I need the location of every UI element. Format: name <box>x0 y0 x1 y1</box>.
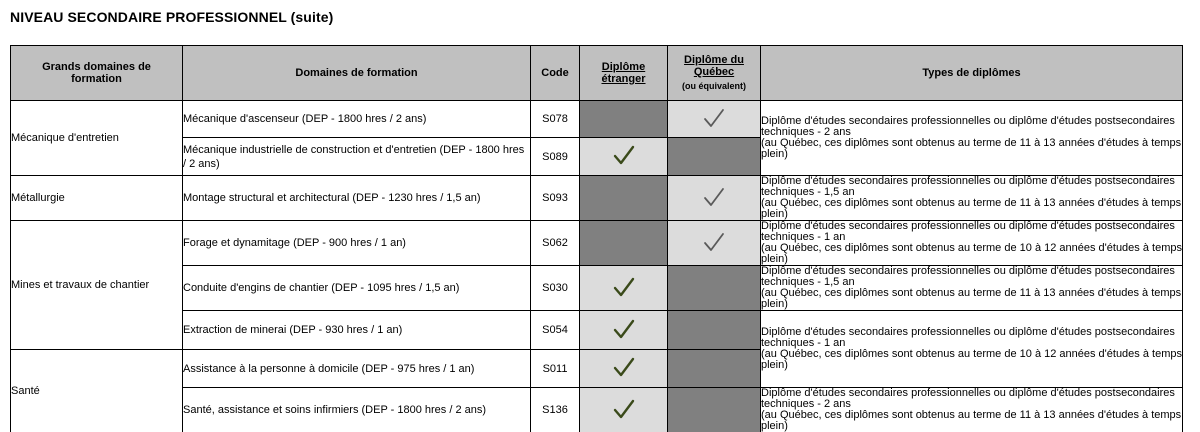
domaine-cell: Extraction de minerai (DEP - 930 hres / 1 an) <box>183 311 531 350</box>
domaine-cell: Conduite d'engins de chantier (DEP - 1095 hres / 1,5 an) <box>183 266 531 311</box>
diplome-quebec-empty <box>668 350 761 388</box>
table-row <box>11 311 1183 350</box>
diplome-quebec-empty <box>668 266 761 311</box>
diplome-etranger-empty <box>580 221 668 266</box>
header-diplome-quebec-line3: (ou équivalent) <box>668 80 760 92</box>
group-mines: Mines et travaux de chantier <box>11 221 183 350</box>
header-diplome-quebec-line2: Québec <box>694 66 734 78</box>
types-cell <box>761 221 1183 266</box>
check-mark-icon <box>702 231 726 253</box>
diploma-table <box>10 45 1183 432</box>
check-mark-icon <box>612 318 636 340</box>
diplome-etranger-empty <box>580 176 668 221</box>
types-line: Diplôme d'études secondaires professionnelles ou diplôme d'études postsecondaires <box>761 221 1182 232</box>
page-title: NIVEAU SECONDAIRE PROFESSIONNEL (suite) <box>10 9 333 25</box>
table-row <box>11 101 1183 138</box>
header-diplome-quebec-line1: Diplôme du <box>684 54 744 66</box>
code-cell: S011 <box>531 350 580 388</box>
table-row <box>11 388 1183 432</box>
types-line: Diplôme d'études secondaires professionnelles ou diplôme d'études postsecondaires <box>761 388 1182 399</box>
domaine-cell: Mécanique d'ascenseur (DEP - 1800 hres / 2 ans) <box>183 101 531 138</box>
types-line: (au Québec, ces diplômes sont obtenus au terme de 11 à 13 années d'études à temps plein) <box>761 410 1182 432</box>
code-cell: S093 <box>531 176 580 221</box>
check-mark-icon <box>702 186 726 208</box>
diplome-etranger-cell <box>580 138 668 176</box>
code-cell: S030 <box>531 266 580 311</box>
header-code: Code <box>531 46 580 101</box>
check-mark-icon <box>612 276 636 298</box>
types-line: Diplôme d'études secondaires professionnelles ou diplôme d'études postsecondaires <box>761 266 1182 277</box>
types-line: techniques - 1,5 an <box>761 277 1182 288</box>
code-cell: S054 <box>531 311 580 350</box>
diplome-etranger-cell <box>580 350 668 388</box>
header-grands-domaines: Grands domaines de formation <box>11 46 183 101</box>
types-line: techniques - 1 an <box>761 338 1182 349</box>
group-sante: Santé <box>11 350 183 432</box>
types-line: techniques - 2 ans <box>761 399 1182 410</box>
types-cell <box>761 101 1183 176</box>
table-row <box>11 221 1183 266</box>
types-line: Diplôme d'études secondaires professionnelles ou diplôme d'études postsecondaires <box>761 327 1182 338</box>
code-cell: S062 <box>531 221 580 266</box>
header-diplome-etranger-line2: étranger <box>601 73 645 85</box>
types-line: techniques - 1,5 an <box>761 187 1182 198</box>
header-types: Types de diplômes <box>761 46 1183 101</box>
table-row <box>11 266 1183 311</box>
types-line: Diplôme d'études secondaires professionnelles ou diplôme d'études postsecondaires <box>761 176 1182 187</box>
header-diplome-etranger-line1: Diplôme <box>602 61 645 73</box>
types-line: (au Québec, ces diplômes sont obtenus au terme de 11 à 13 années d'études à temps plein) <box>761 138 1182 160</box>
diplome-quebec-empty <box>668 388 761 432</box>
types-line: (au Québec, ces diplômes sont obtenus au terme de 10 à 12 années d'études à temps plein) <box>761 243 1182 265</box>
diplome-quebec-cell <box>668 176 761 221</box>
header-diplome-etranger <box>580 46 668 101</box>
types-line: techniques - 1 an <box>761 232 1182 243</box>
types-line: (au Québec, ces diplômes sont obtenus au terme de 11 à 13 années d'études à temps plein) <box>761 288 1182 310</box>
types-cell <box>761 266 1183 311</box>
domaine-cell: Assistance à la personne à domicile (DEP - 975 hres / 1 an) <box>183 350 531 388</box>
domaine-cell: Mécanique industrielle de construction et d'entretien (DEP - 1800 hres / 2 ans) <box>183 138 531 176</box>
types-line: (au Québec, ces diplômes sont obtenus au terme de 11 à 13 années d'études à temps plein) <box>761 198 1182 220</box>
diplome-quebec-empty <box>668 138 761 176</box>
code-cell: S136 <box>531 388 580 432</box>
types-line: techniques - 2 ans <box>761 127 1182 138</box>
domaine-cell: Forage et dynamitage (DEP - 900 hres / 1 an) <box>183 221 531 266</box>
check-mark-icon <box>612 356 636 378</box>
domaine-cell: Santé, assistance et soins infirmiers (DEP - 1800 hres / 2 ans) <box>183 388 531 432</box>
types-cell <box>761 388 1183 432</box>
types-line: Diplôme d'études secondaires professionnelles ou diplôme d'études postsecondaires <box>761 116 1182 127</box>
diplome-etranger-cell <box>580 388 668 432</box>
diplome-quebec-empty <box>668 311 761 350</box>
group-mecanique: Mécanique d'entretien <box>11 101 183 176</box>
types-cell <box>761 176 1183 221</box>
header-domaines: Domaines de formation <box>183 46 531 101</box>
diplome-etranger-cell <box>580 311 668 350</box>
group-metallurgie: Métallurgie <box>11 176 183 221</box>
diplome-quebec-cell <box>668 221 761 266</box>
table-row <box>11 176 1183 221</box>
check-mark-icon <box>612 398 636 420</box>
types-line: (au Québec, ces diplômes sont obtenus au terme de 10 à 12 années d'études à temps plein) <box>761 349 1182 371</box>
code-cell: S078 <box>531 101 580 138</box>
diplome-etranger-empty <box>580 101 668 138</box>
check-mark-icon <box>702 107 726 129</box>
code-cell: S089 <box>531 138 580 176</box>
header-diplome-quebec <box>668 46 761 101</box>
diplome-etranger-cell <box>580 266 668 311</box>
check-mark-icon <box>612 144 636 166</box>
table-header-row <box>11 46 1183 101</box>
domaine-cell: Montage structural et architectural (DEP - 1230 hres / 1,5 an) <box>183 176 531 221</box>
diplome-quebec-cell <box>668 101 761 138</box>
types-cell <box>761 311 1183 388</box>
